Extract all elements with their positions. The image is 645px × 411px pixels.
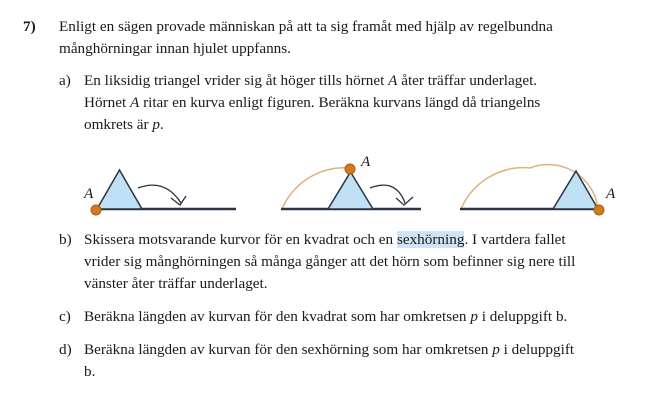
text: Skissera motsvarande kurvor för en kvadrat och en	[84, 231, 397, 248]
text: omkrets är	[84, 116, 153, 133]
text: Beräkna längden av kurvan för den sexhörning som har omkretsen	[84, 341, 493, 358]
vertex-label-2	[361, 151, 370, 173]
figure-step-3	[460, 165, 604, 215]
figure-step-1	[91, 170, 236, 215]
part-a-label: a)	[59, 72, 71, 89]
text: Beräkna längden av kurvan för den kvadrat som har omkretsen	[84, 308, 471, 325]
figure-step-2	[281, 164, 421, 209]
part-c-label: c)	[59, 308, 71, 325]
text: . I vartdera fallet	[464, 231, 566, 248]
text: Hörnet	[84, 94, 130, 111]
text: i deluppgift	[499, 341, 575, 358]
part-c-line	[84, 306, 567, 328]
var-p: p	[152, 116, 160, 133]
var-p: p	[492, 341, 500, 358]
vertex-dot	[594, 205, 604, 215]
part-b-line-3: vänster åter träffar underlaget.	[84, 275, 268, 292]
vertex-label-1	[84, 183, 93, 205]
text: i deluppgift b.	[477, 308, 568, 325]
var-a: A	[129, 94, 140, 111]
problem-intro-line-1: Enligt en sägen provade människan på att ta sig framåt med hjälp av regelbundna	[59, 18, 553, 35]
text: åter träffar underlaget.	[397, 72, 538, 89]
triangle	[328, 172, 373, 209]
highlighted-word[interactable]: sexhörning	[396, 231, 465, 248]
part-b-line-1	[84, 229, 566, 251]
part-d-line-1	[84, 339, 574, 361]
vertex-label-3	[606, 183, 615, 205]
var-a: A	[388, 72, 398, 89]
text: En liksidig triangel vrider sig åt höger tills hörnet	[84, 72, 389, 89]
var-a: A	[361, 153, 371, 170]
arrowhead-icon	[171, 196, 186, 205]
text: ritar en kurva enligt figuren. Beräkna kurvans längd då triangelns	[139, 94, 541, 111]
part-b-label: b)	[59, 231, 72, 248]
var-p: p	[470, 308, 478, 325]
part-d-line-2: b.	[84, 363, 96, 380]
part-b-line-2: vrider sig månghörningen så många gånger att det hörn som befinner sig nere till	[84, 253, 576, 270]
text: .	[159, 116, 164, 133]
vertex-dot	[91, 205, 101, 215]
rotate-arrow-icon	[370, 185, 405, 203]
problem-number: 7)	[23, 18, 36, 35]
var-a: A	[84, 185, 94, 202]
triangle	[97, 170, 142, 209]
problem-intro-line-2: månghörningar innan hjulet uppfanns.	[59, 40, 291, 57]
part-d-label: d)	[59, 341, 72, 358]
var-a: A	[606, 185, 616, 202]
vertex-dot	[345, 164, 355, 174]
